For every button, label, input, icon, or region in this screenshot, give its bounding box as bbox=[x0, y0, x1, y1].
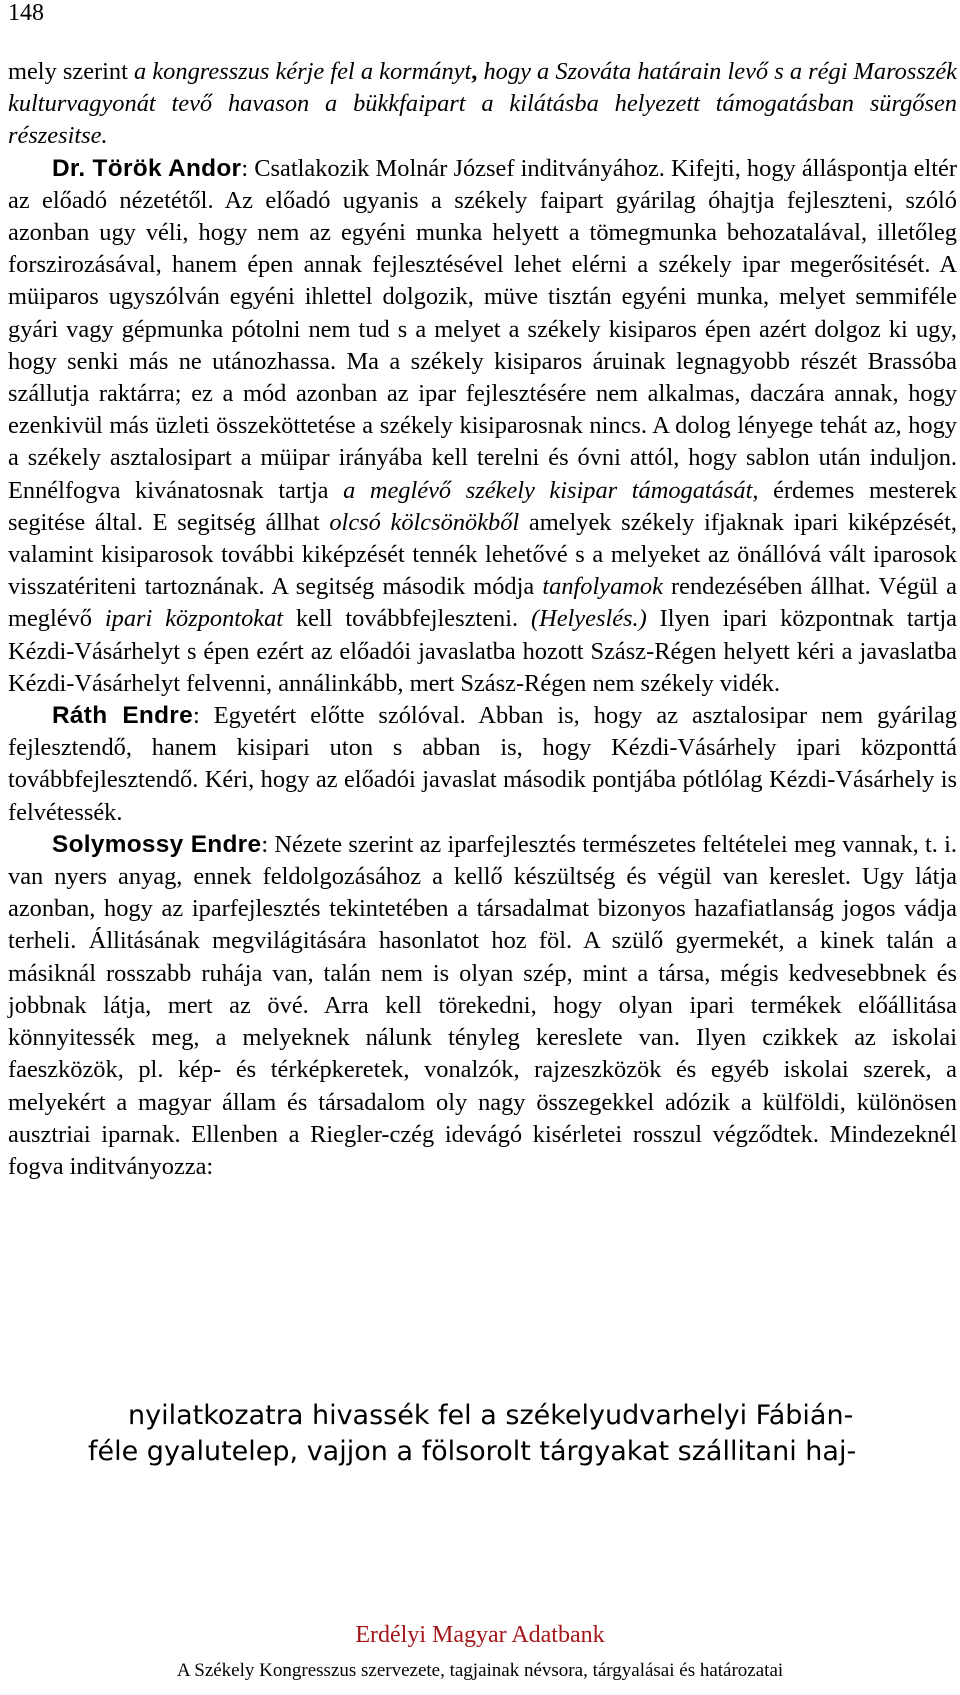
text-run: , bbox=[471, 58, 484, 85]
text-run: érdemes mesterek segitése által. E segitség állhat bbox=[8, 476, 957, 536]
emphasis-run: (Helyeslés.) bbox=[530, 605, 647, 633]
motion-line: nyilatkozatra hivassék fel a székelyudvarhelyi Fábián- bbox=[128, 1400, 854, 1431]
paragraph-rath-endre bbox=[8, 700, 957, 829]
emphasis-run: hogy a Szováta határain levő s a régi Marosszék kulturvagyonát tevő havason a bükkfaipart a kilátásba helyezett támogatásban sürgősen részesitse. bbox=[8, 58, 957, 150]
emphasis-run: a meglévő székely kisipar támogatását, bbox=[343, 476, 759, 504]
speaker-name: Ráth Endre bbox=[52, 702, 193, 730]
paragraph-solymossy-endre bbox=[8, 829, 957, 1183]
paragraph-torok-andor bbox=[8, 153, 957, 700]
emphasis-run: olcsó kölcsönökből bbox=[329, 508, 520, 536]
text-run: : Egyetért előtte szólóval. Abban is, hogy az asztalosipar nem gyárilag fejlesztendő, hanem kisipari uton s abban is, hogy Kézdi-Vásárhely ipari központtá továbbfejlesztendő. Kéri, hogy az előadói javaslat második pontjába pótlólag Kézdi-Vásárhely is felvétessék. bbox=[8, 702, 957, 826]
motion-line: féle gyalutelep, vajjon a fölsorolt tárgyakat szállitani haj- bbox=[88, 1436, 857, 1467]
emphasis-run: tanfolyamok bbox=[542, 573, 663, 601]
body-text bbox=[8, 56, 957, 1183]
text-run: amelyek székely ifjaknak ipari kiképzését, valamint kisiparosok további kiképzését tennék lehetővé s a melyeket az önállóvá vált iparosok visszatériteni tartoznának. A segitség második módja bbox=[8, 508, 957, 601]
speaker-name: Dr. Török Andor bbox=[52, 154, 242, 182]
text-run: rendezésében állhat. Végül a meglévő bbox=[8, 573, 957, 633]
text-run: : Nézete szerint az iparfejlesztés természetes feltételei meg vannak, t. i. van nyers anyag, ennek feldolgozásához a kellő készültség és végül van kereslet. Ugy látja azonban, hogy az iparfejlesztés tekintetében a társadalmat bizonyos hazafiatlanság jogos vádja terheli. Állitásának megvilágitására hasonlatot hoz föl. A szülő gyermekét, a kinek talán a másiknál rosszabb ruhája van, talán nem is olyan szép, mint a társa, mégis kedvesebbnek és jobbnak látja, mert az övé. Arra kell törekedni, hogy olyan ipari termékek előállitása könnyitessék meg, a melyeknek nálunk tényleg kereslete van. Ilyen czikkek az iskolai faeszközök, pl. kép- és térképkeretek, vonalzók, rajzeszközök és egyéb iskolai szerek, a melyekért a magyar állam és társadalom oly nagy összegekkel adózik a külföldi, különösen ausztriai iparnak. Ellenben a Riegler-czég idevágó kisérletei rosszul végződtek. Mindezeknél fogva inditványozza: bbox=[8, 830, 957, 1180]
motion-text bbox=[88, 1398, 956, 1470]
text-run: kell továbbfejleszteni. bbox=[283, 605, 531, 633]
emphasis-run: a kongresszus kérje fel a kormányt bbox=[134, 58, 472, 85]
text-run: mely szerint bbox=[8, 58, 135, 85]
text-run: : Csatlakozik Molnár József inditványához. Kifejti, hogy álláspontja eltér az előadó nézetétől. Az előadó ugyanis a székely faipart gyárilag óhajtja fejleszteni, szóló azonban ugy véli, hogy nem az egyéni munka helyett a tömegmunka behozatalával, illetőleg forszirozásával, hanem épen annak fejlesztésével lehet elérni a székely ipar megerősitését. A müiparos ugyszólván egyéni ihlettel dolgozik, müve tisztán egyéni munka, melyet semmiféle gyári vagy gépmunka pótolni nem tud s a melyet a székely kisiparos épen azért dolgoz ki ugy, hogy senki más ne utánozhassa. Ma a székely kisiparos áruinak legnagyobb részét Brassóba szállutja raktárra; ez a mód azonban az ipar fejlesztésére nem alkalmas, daczára annak, hogy ezenkivül más üzleti összeköttetése a székely kisiparosnak nincs. A dolog lényege tehát az, hogy a székely asztalosipart a müipar irányába kell terelni és óvni attól, hogy sablon után induljon. Ennélfogva kivánatosnak tartja bbox=[8, 154, 957, 504]
paragraph-motion-continuation bbox=[8, 56, 957, 153]
text-run: Ilyen ipari központnak tartja Kézdi-Vásárhelyt s épen ezért az előadói javaslatba hozott Szász-Régen helyett kéri a javaslatba Kézdi-Vásárhelyt felvenni, annálinkább, mert Szász-Régen nem székely vidék. bbox=[8, 605, 957, 697]
footer-title: Erdélyi Magyar Adatbank bbox=[355, 1622, 605, 1648]
emphasis-run: ipari központokat bbox=[104, 605, 284, 633]
speaker-name: Solymossy Endre bbox=[52, 830, 262, 858]
footer-subtitle: A Székely Kongresszus szervezete, tagjainak névsora, tárgyalásai és határozatai bbox=[176, 1660, 784, 1681]
page-number: 148 bbox=[8, 0, 44, 26]
